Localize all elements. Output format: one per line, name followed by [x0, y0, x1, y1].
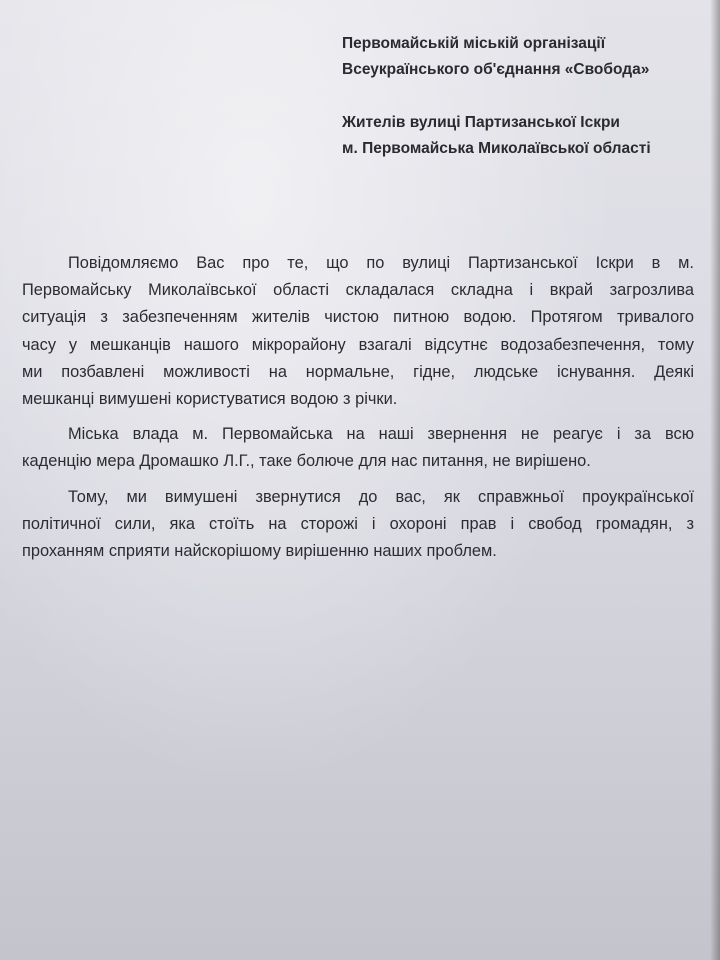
paragraph-line: політичної сили, яка стоїть на сторожі і охороні прав і свобод громадян, з — [22, 514, 694, 533]
paragraph-3 — [22, 484, 694, 566]
paragraph-line: каденцію мера Дромашко Л.Г., таке болюче для нас питання, не вирішено. — [22, 452, 591, 471]
paragraph-line: Повідомляємо Вас про те, що по вулиці Партизанської Іскри в м. — [68, 254, 694, 272]
paragraph-line: ми позбавлені можливості на нормальне, гідне, людське існування. Деякі — [22, 362, 694, 381]
recipient-line-2: Всеукраїнського об'єднання «Свобода» — [342, 61, 650, 78]
paragraph-line: Міська влада м. Первомайська на наші звернення не реагує і за всю — [68, 425, 694, 444]
paragraph-2 — [22, 421, 694, 475]
sender-line-2: м. Первомайська Миколаївської області — [342, 140, 651, 157]
paragraph-1 — [22, 250, 694, 413]
paragraph-line: мешканці вимушені користуватися водою з річки. — [22, 390, 398, 409]
paragraph-line: Тому, ми вимушені звернутися до вас, як справжньої проукраїнської — [68, 487, 694, 506]
paragraph-line: проханням сприяти найскорішому вирішенню наших проблем. — [22, 542, 497, 561]
addressee-block — [342, 31, 714, 162]
paragraph-line: ситуація з забезпеченням жителів чистою питною водою. Протягом тривалого — [22, 308, 694, 327]
sender-line-1: Жителів вулиці Партизанської Іскри — [342, 114, 620, 131]
paragraph-line: часу у мешканців нашого мікрорайону взагалі відсутнє водозабезпечення, тому — [22, 335, 694, 354]
recipient-line-1: Первомайській міській організації — [342, 35, 606, 52]
letter-body — [22, 250, 694, 573]
paragraph-line: Первомайську Миколаївської області складалася складна і вкрай загрозлива — [22, 281, 694, 300]
